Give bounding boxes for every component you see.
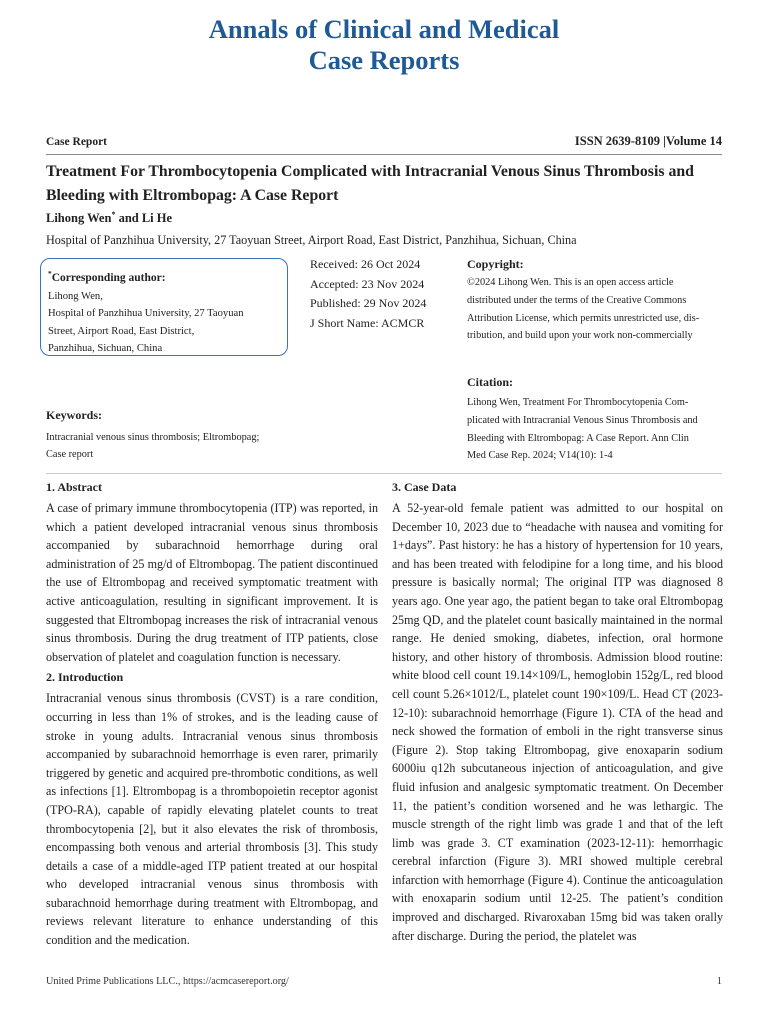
keywords-section (46, 407, 306, 463)
journal-short-name: J Short Name: ACMCR (310, 315, 425, 330)
corresponding-heading-mark: * (48, 269, 52, 278)
issn-volume: ISSN 2639-8109 |Volume 14 (574, 134, 722, 148)
corresponding-author-box (40, 258, 288, 356)
introduction-heading: 2. Introduction (46, 670, 124, 685)
published-date: Published: 29 Nov 2024 (310, 296, 427, 310)
accepted-date: Accepted: 23 Nov 2024 (310, 276, 425, 291)
page-footer (46, 976, 722, 987)
journal-title-line1: Annals of Clinical and Medical (208, 14, 560, 44)
citation-line: plicated with Intracranial Venous Sinus Thrombosis and (467, 414, 698, 426)
publisher-line: United Prime Publications LLC., https://acmcasereport.org/ (46, 976, 289, 987)
article-type: Case Report (46, 136, 107, 148)
section-divider (46, 473, 722, 474)
article-dates (310, 255, 426, 333)
keywords-line: Case report (46, 449, 94, 460)
keywords-line: Intracranial venous sinus thrombosis; Eltrombopag; (46, 432, 260, 443)
author-1: Lihong Wen (46, 211, 112, 226)
introduction-text: Intracranial venous sinus thrombosis (CVST) is a rare condition, occurring in less than 1% of strokes, and is the leading cause of stroke in young adults. Intracranial venous sinus thrombosis accompanied by subarachnoid hemorrhage is even rarer, primarily triggered by genetic and acquired pre-thrombotic conditions, as well as infections [1]. Eltrombopag is a thrombopoietin receptor agonist (TPO-RA), capable of rapidly elevating platelet counts to treat thrombocytopenia [2], but it also elevates the risk of thrombosis, encompassing both venous and arterial thrombosis [3]. This study details a case of a middle-aged ITP patient treated at our hospital who developed intracranial venous sinus thrombosis with subarachnoid hemorrhage during treatment with Eltrombopag, and reviews relevant literature to enhance understanding of this condition and the medication. (46, 691, 378, 948)
case-data-heading: 3. Case Data (392, 480, 457, 494)
copyright-heading: Copyright: (467, 257, 524, 271)
left-column (46, 478, 378, 952)
article-title: Treatment For Thrombocytopenia Complicated with Intracranial Venous Sinus Thrombosis and Bleeding with Eltrombopag: A Case Report (46, 163, 694, 204)
received-date: Received: 26 Oct 2024 (310, 257, 421, 271)
citation-heading: Citation: (467, 375, 513, 389)
copyright-section (467, 256, 725, 345)
citation-section (467, 374, 725, 465)
corresponding-line: Panzhihua, Sichuan, China (48, 343, 163, 355)
copyright-line: distributed under the terms of the Creative Commons (467, 294, 687, 306)
citation-line: Lihong Wen, Treatment For Thrombocytopenia Com- (467, 397, 689, 408)
journal-title-line2: Case Reports (308, 45, 460, 75)
copyright-line: ©2024 Lihong Wen. This is an open access article (467, 277, 674, 288)
journal-title (0, 14, 768, 76)
affiliation: Hospital of Panzhihua University, 27 Taoyuan Street, Airport Road, East District, Panzhihua, Sichuan, China (46, 233, 577, 247)
abstract-heading: 1. Abstract (46, 480, 102, 494)
case-data-text: A 52-year-old female patient was admitted to our hospital on December 10, 2023 due to “headache with nausea and vomiting for 1+days”. Past history: he has a history of hypertension for 10 years, and has been treated with felodipine for a long time, and his blood pressure is basically normal; The original ITP was diagnosed 8 years ago. One year ago, the patient began to take oral Eltrombopag 25mg QD, and the platelet count basically maintained in the normal range. He denied smoking, diabetes, infection, oral hormone history, and other history of thrombosis. Admission blood routine: white blood cell count 19.14×109/L, hemoglobin 152g/L, red blood cell count 5.26×1012/L, platelet count 190×109/L. Head CT (2023-12-10): subarachnoid hemorrhage (Figure 1). CTA of the head and neck showed the formation of emboli in the right transverse sinus (Figure 2). Stop taking Eltrombopag, give enoxaparin sodium 6000iu q12h subcutaneous injection of anticoagulation, and give fluid infusion and analgesic symptomatic treatment. On December 11, the patient’s condition worsened and he was lethargic. The muscle strength of the right limb was grade 1 and that of the left limb was grade 3. CT examination (2023-12-11): hemorrhagic cerebral infarction (Figure 3). MRI showed multiple cerebral infarction with hemorrhage (Figure 4). Continue the anticoagulation with enoxaparin sodium until 12-25. The patient’s condition improved and discharged. Rivaroxaban 15mg bid was taken orally after discharge. During the period, the platelet was (392, 501, 723, 943)
citation-line: Bleeding with Eltrombopag: A Case Report. Ann Clin (467, 432, 689, 444)
corresponding-mark: * (111, 210, 116, 219)
copyright-line: Attribution License, which permits unrestricted use, dis- (467, 312, 700, 324)
meta-row (46, 136, 722, 152)
corresponding-line: Hospital of Panzhihua University, 27 Taoyuan (48, 308, 244, 320)
copyright-line: tribution, and build upon your work non-commercially (467, 330, 693, 342)
authors (46, 210, 172, 226)
corresponding-author-heading: *Corresponding author: (48, 269, 166, 284)
citation-line: Med Case Rep. 2024; V14(10): 1-4 (467, 450, 613, 462)
page-number: 1 (716, 976, 722, 987)
header-divider (46, 154, 722, 155)
abstract-text: A case of primary immune thrombocytopenia (ITP) was reported, in which a patient developed intracranial venous sinus thrombosis accompanied by subarachnoid hemorrhage during oral administration of 25 mg/d of Eltrombopag. The patient discontinued the use of Eltrombopag and received symptomatic treatment with active anticoagulation, resulting in significant improvement. It is suggested that Eltrombopag increases the risk of intracranial venous sinus thrombosis. During the drug treatment of ITP patients, close observation of platelet and coagulation function is necessary. (46, 501, 378, 664)
keywords-heading: Keywords: (46, 408, 102, 422)
author-2: and Li He (115, 211, 173, 226)
corresponding-line: Street, Airport Road, East District, (48, 325, 195, 337)
right-column (392, 478, 723, 947)
corresponding-line: Lihong Wen, (48, 290, 103, 302)
